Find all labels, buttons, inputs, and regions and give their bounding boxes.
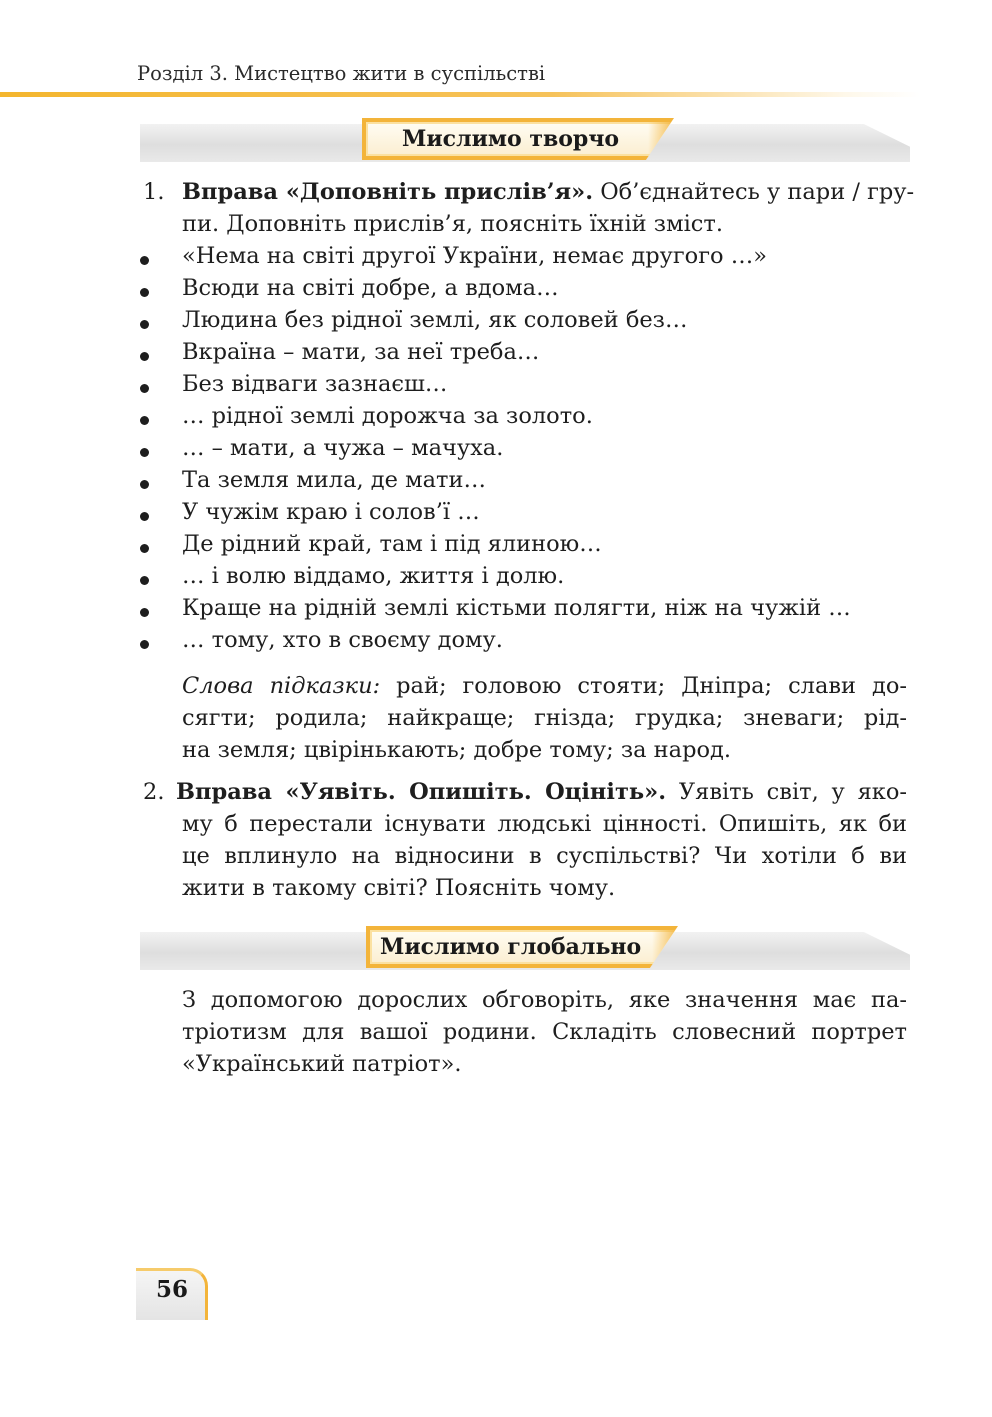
exercise-intro-line [182, 177, 915, 207]
exercise-text: Уявіть світ, у яко- [666, 779, 907, 805]
global-task-line: «Український патріот». [182, 1051, 462, 1077]
hint-label: Слова підказки: [182, 673, 381, 699]
bullet [140, 384, 149, 393]
bullet [140, 640, 149, 649]
bullet [140, 320, 149, 329]
hint-line: сягти; родила; найкраще; гнізда; грудка; зневаги; рід- [182, 705, 907, 731]
page-number: 56 [156, 1276, 189, 1303]
hint-line: на земля; цвірінькають; добре тому; за народ. [182, 737, 732, 763]
section-banner-creative [140, 118, 910, 166]
list-item: … тому, хто в своєму дому. [182, 627, 503, 653]
bullet [140, 448, 149, 457]
list-item: Всюди на світі добре, а вдома… [182, 275, 559, 301]
exercise-intro-text: Об’єднайтесь у пари / гру- [593, 179, 915, 205]
list-item: Краще на рідній землі кістьми полягти, ніж на чужій … [182, 595, 851, 621]
exercise-number: 1. [143, 179, 165, 205]
bullet [140, 576, 149, 585]
hint-text: рай; головою стояти; Дніпра; слави до- [380, 673, 908, 699]
exercise-line: жити в такому світі? Поясніть чому. [182, 875, 616, 901]
list-item: Вкраїна – мати, за неї треба… [182, 339, 540, 365]
list-item: Та земля мила, де мати… [182, 467, 486, 493]
list-item: Без відваги зазнаєш… [182, 371, 448, 397]
list-item: … і волю віддамо, життя і долю. [182, 563, 565, 589]
running-header: Розділ 3. Мистецтво жити в суспільстві [137, 62, 546, 85]
list-item: У чужім краю і солов’ї … [182, 499, 480, 525]
exercise-line: це вплинуло на відносини в суспільстві? Чи хотіли б ви [182, 843, 907, 869]
list-item: Де рідний край, там і під ялиною… [182, 531, 602, 557]
section-title: Мислимо творчо [402, 126, 620, 152]
list-item: Людина без рідної землі, як соловей без… [182, 307, 688, 333]
bullet [140, 544, 149, 553]
list-item: … – мати, а чужа – мачуха. [182, 435, 504, 461]
global-task-line: тріотизм для вашої родини. Складіть словесний портрет [182, 1019, 907, 1045]
bullet [140, 288, 149, 297]
bullet [140, 512, 149, 521]
exercise-title: Вправа «Уявіть. Опишіть. Оцініть». [176, 779, 667, 805]
exercise-line [176, 777, 907, 807]
exercise-number: 2. [143, 779, 165, 805]
global-task-line: З допомогою дорослих обговоріть, яке значення має па- [182, 987, 907, 1013]
exercise-intro-line: пи. Доповніть прислів’я, поясніть їхній зміст. [182, 211, 723, 237]
header-rule [0, 92, 920, 97]
exercise-line: му б перестали існувати людські цінності. Опишіть, як би [182, 811, 907, 837]
bullet [140, 480, 149, 489]
bullet [140, 416, 149, 425]
section-title: Мислимо глобально [380, 934, 642, 960]
list-item: … рідної землі дорожча за золото. [182, 403, 593, 429]
hint-line [182, 671, 907, 701]
bullet [140, 608, 149, 617]
list-item: «Нема на світі другої України, немає другого …» [182, 243, 767, 269]
exercise-title: Вправа «Доповніть прислів’я». [182, 179, 594, 205]
section-banner-global [140, 926, 910, 974]
bullet [140, 352, 149, 361]
bullet [140, 256, 149, 265]
